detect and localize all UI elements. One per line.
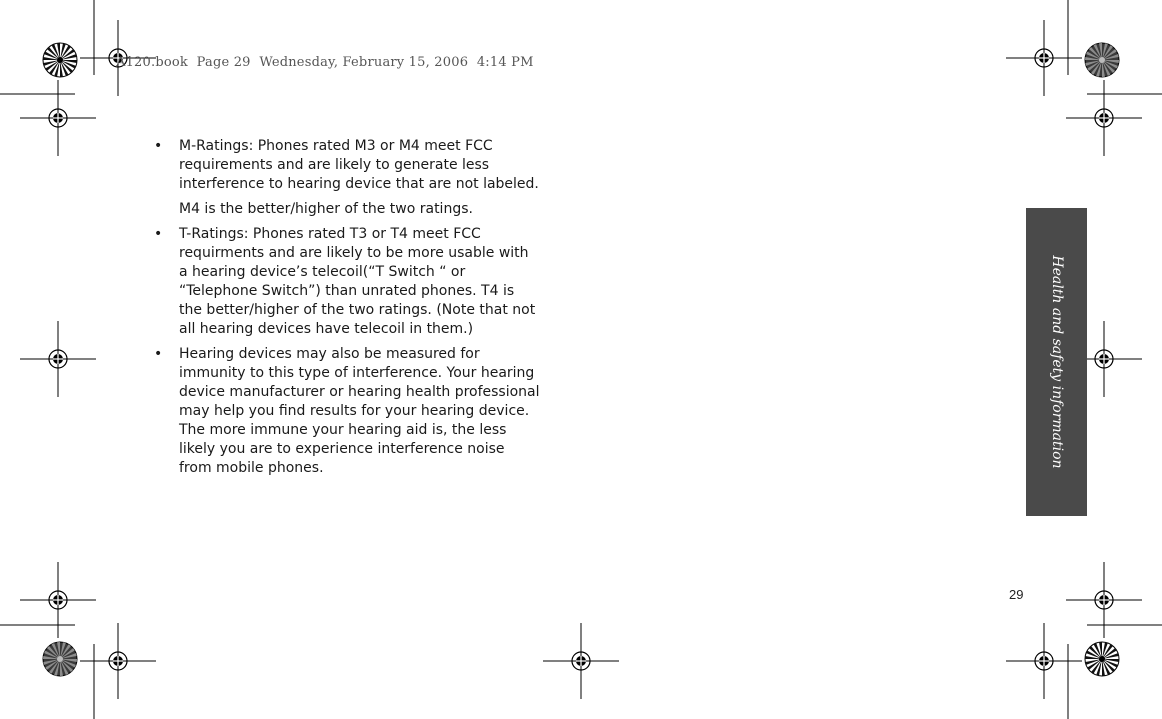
- registration-crosshair-icon: [20, 321, 96, 397]
- bullet-point-icon: •: [154, 226, 163, 242]
- registration-crosshair-icon: [543, 623, 619, 699]
- bullet-point-icon: •: [154, 346, 163, 362]
- color-registration-target-icon: [1085, 642, 1119, 676]
- color-registration-target-icon: [43, 642, 77, 676]
- bullet-point-icon: •: [154, 138, 163, 154]
- registration-crosshair-icon: [1006, 20, 1082, 96]
- registration-crosshair-icon: [20, 80, 96, 156]
- bullet-text: M-Ratings: Phones rated M3 or M4 meet FCC requirements and are likely to generate less interference to hearing device that are not labeled.: [179, 138, 539, 192]
- bullet-t-ratings: [150, 225, 570, 339]
- section-title: Health and safety information: [1048, 255, 1065, 469]
- registration-crosshair-icon: [1006, 623, 1082, 699]
- color-registration-target-icon: [43, 43, 77, 77]
- bullet-immunity: [150, 345, 570, 478]
- bullet-m-ratings: [150, 137, 570, 194]
- registration-crosshair-icon: [1066, 562, 1142, 638]
- print-header: A120.book Page 29 Wednesday, February 15, 2006 4:14 PM: [116, 55, 534, 70]
- bullet-text: T-Ratings: Phones rated T3 or T4 meet FCC requirments and are likely to be more usable with a hearing device’s telecoil(“T Switch “ or “Telephone Switch”) than unrated phones. T4 is the better/higher of the two ratings. (Note that not all hearing devices have telecoil in them.): [179, 226, 536, 337]
- registration-crosshair-icon: [1066, 80, 1142, 156]
- bullet-text: Hearing devices may also be measured for immunity to this type of interference. Your hearing device manufacturer or hearing health professional may help you find results for your hearing device. The more immune your hearing aid is, the less likely you are to experience interference noise from mobile phones.: [179, 346, 540, 476]
- page-number: 29: [1009, 587, 1024, 602]
- registration-crosshair-icon: [20, 562, 96, 638]
- color-registration-target-icon: [1085, 43, 1119, 77]
- registration-crosshair-icon: [80, 623, 156, 699]
- section-tab: [1026, 208, 1087, 516]
- main-content: [150, 137, 570, 478]
- m-ratings-note: M4 is the better/higher of the two ratings.: [179, 201, 473, 217]
